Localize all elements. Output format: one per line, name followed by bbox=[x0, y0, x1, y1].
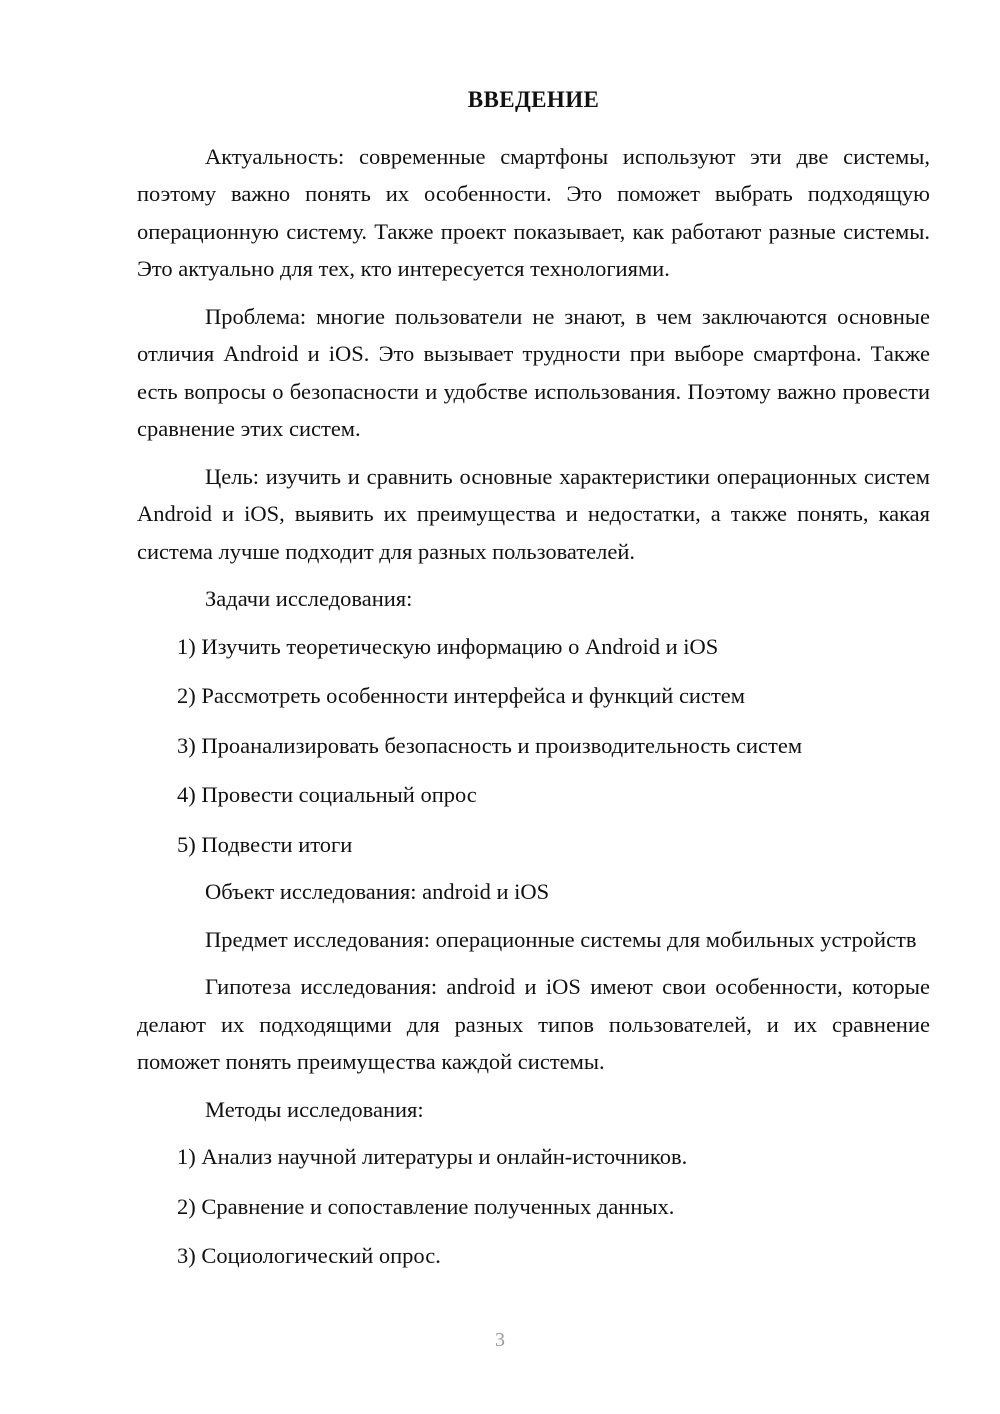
list-item: 3) Проанализировать безопасность и производительность систем bbox=[177, 732, 803, 758]
list-item: 5) Подвести итоги bbox=[177, 831, 353, 857]
page-title: ВВЕДЕНИЕ bbox=[467, 87, 600, 112]
list-item: 2) Рассмотреть особенности интерфейса и функций систем bbox=[177, 683, 746, 709]
paragraph-subject: Предмет исследования: операционные системы для мобильных устройств bbox=[205, 926, 917, 952]
list-item: 2) Сравнение и сопоставление полученных данных. bbox=[177, 1193, 675, 1219]
methods-list bbox=[137, 1138, 930, 1275]
paragraph-object: Объект исследования: android и iOS bbox=[205, 879, 550, 905]
paragraph-goal: Цель: изучить и сравнить основные характеристики операционных систем Android и iOS, выявить их преимущества и недостатки, а также понять, какая система лучше подходит для разных пользователей. bbox=[137, 463, 930, 564]
document-body bbox=[137, 86, 930, 1285]
tasks-list bbox=[137, 628, 930, 864]
paragraph-problem: Проблема: многие пользователи не знают, в чем заключаются основные отличия Android и iOS. Это вызывает трудности при выборе смартфона. Также есть вопросы о безопасности и удобстве использования. Поэтому важно провести сравнение этих систем. bbox=[137, 303, 930, 442]
heading-tasks: Задачи исследования: bbox=[205, 586, 413, 612]
list-item: 3) Социологический опрос. bbox=[177, 1243, 441, 1269]
page-number: 3 bbox=[495, 1329, 505, 1351]
list-item: 1) Анализ научной литературы и онлайн-источников. bbox=[177, 1144, 688, 1170]
list-item: 4) Провести социальный опрос bbox=[177, 782, 477, 808]
list-item: 1) Изучить теоретическую информацию о Android и iOS bbox=[177, 633, 719, 659]
heading-methods: Методы исследования: bbox=[205, 1096, 424, 1122]
paragraph-hypothesis: Гипотеза исследования: android и iOS имеют свои особенности, которые делают их подходящими для разных типов пользователей, и их сравнение поможет понять преимущества каждой системы. bbox=[137, 974, 930, 1075]
paragraph-relevance: Актуальность: современные смартфоны используют эти две системы, поэтому важно понять их особенности. Это поможет выбрать подходящую операционную систему. Также проект показывает, как работают разные системы. Это актуально для тех, кто интересуется технологиями. bbox=[137, 143, 930, 282]
